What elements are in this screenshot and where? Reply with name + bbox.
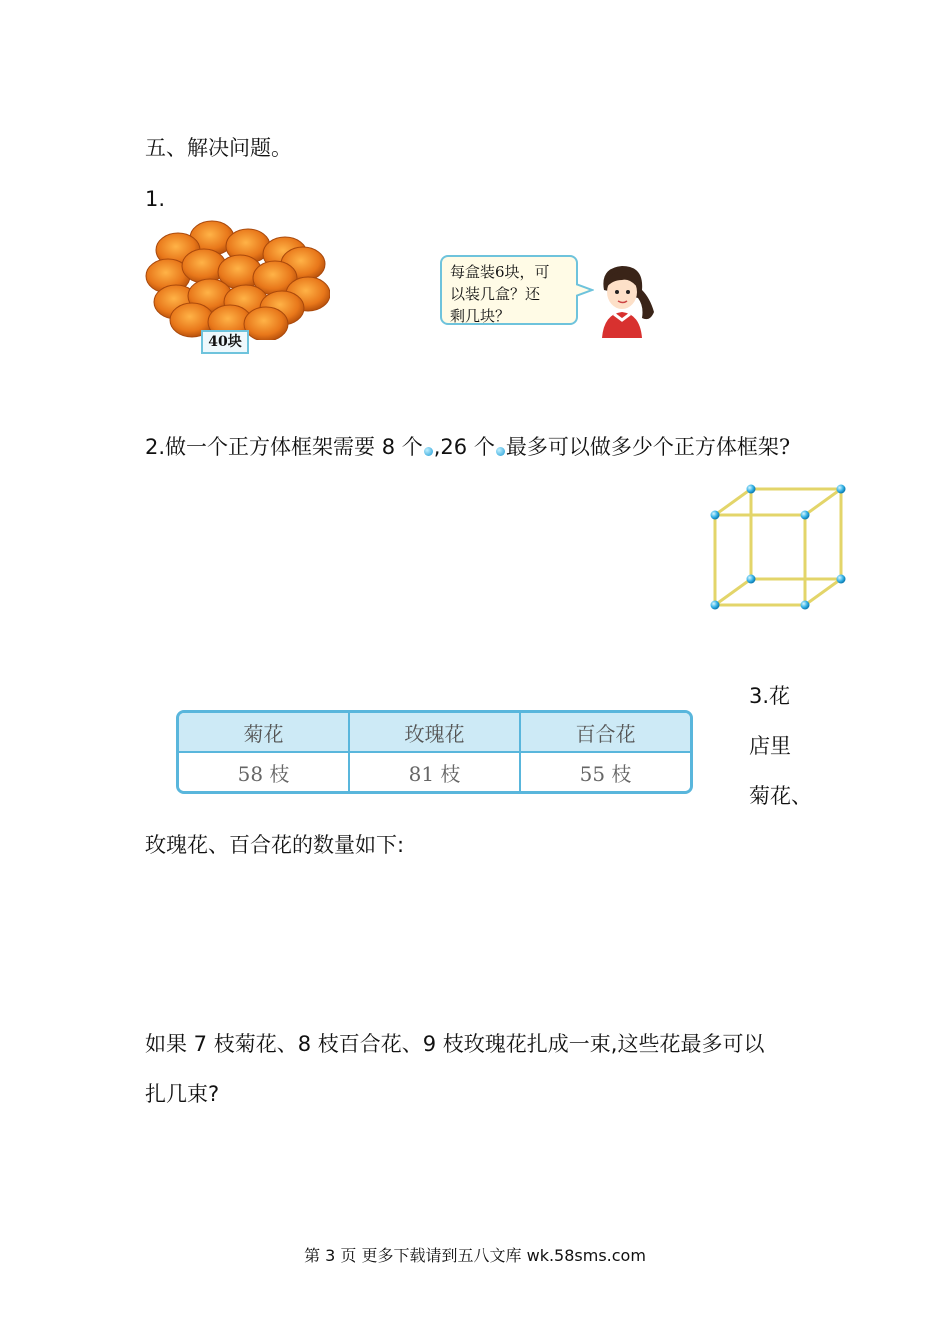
question-3-side-line-1: 3.花: [749, 684, 791, 708]
question-3-side-line-3: 菊花、: [749, 784, 812, 808]
flower-count-table: [176, 710, 693, 794]
question-3-prompt-line-1: 如果 7 枝菊花、8 枝百合花、9 枝玫瑰花扎成一束,这些花最多可以: [145, 1032, 765, 1056]
table-row: [179, 753, 690, 791]
pile-count-label: 40块: [201, 330, 249, 354]
speech-line-1: 每盒装6块，可: [450, 263, 550, 281]
question-2-text: [145, 437, 790, 458]
cube-edges: [715, 489, 841, 605]
mooncakes: [146, 221, 330, 340]
value-rose: 81 枝: [350, 753, 521, 791]
header-chrysanthemum: 菊花: [179, 713, 350, 753]
speech-line-3: 剩几块？: [450, 307, 511, 325]
speech-line-2: 以装几盒？还: [450, 285, 541, 303]
question-2-part-b: ,26 个: [433, 435, 495, 459]
question-2-part-a: 2.做一个正方体框架需要 8 个: [145, 435, 423, 459]
question-1-number: 1.: [145, 187, 166, 211]
question-2-part-c: 最多可以做多少个正方体框架?: [505, 435, 791, 459]
girl-illustration: [592, 262, 662, 338]
speech-bubble: [440, 255, 578, 325]
flower-table-wrapper: [176, 710, 693, 794]
section-title: 五、解决问题。: [145, 136, 292, 160]
ball-icon: [424, 447, 433, 456]
value-chrysanthemum: 58 枝: [179, 753, 350, 791]
ball-icon: [496, 447, 505, 456]
header-lily: 百合花: [521, 713, 690, 753]
question-3-side-line-2: 店里: [749, 734, 791, 758]
value-lily: 55 枝: [521, 753, 690, 791]
cube-frame-illustration: [705, 480, 855, 615]
question-3-prompt-line-2: 扎几束?: [145, 1082, 220, 1106]
question-3-continuation: 玫瑰花、百合花的数量如下:: [145, 833, 405, 857]
table-header-row: [179, 713, 690, 753]
header-rose: 玫瑰花: [350, 713, 521, 753]
mooncake-pile-image: [140, 220, 330, 340]
page-footer: 第 3 页 更多下载请到五八文库 wk.58sms.com: [304, 1246, 646, 1265]
